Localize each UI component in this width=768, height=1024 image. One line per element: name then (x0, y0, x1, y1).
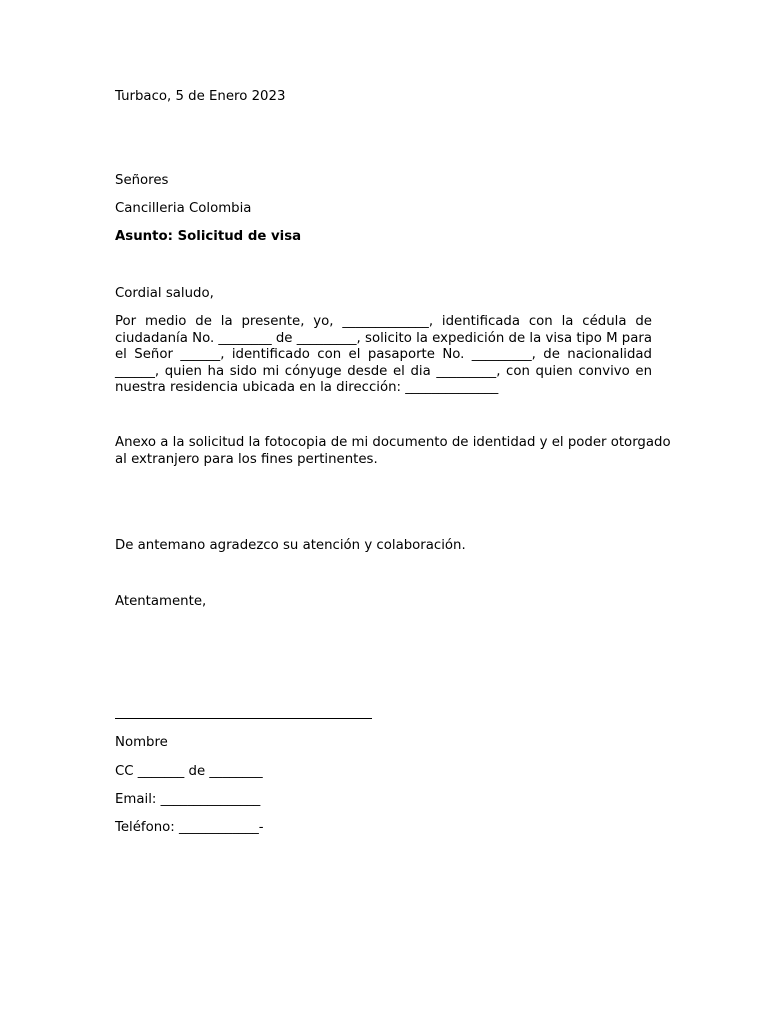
body-line: ciudadanía No. ________ de _________, solicito la expedición de la visa tipo M para (115, 330, 652, 346)
greeting: Cordial saludo, (115, 286, 214, 301)
signature-name: Nombre (115, 735, 168, 750)
signature-line (115, 718, 372, 719)
recipient-line-1: Señores (115, 173, 169, 188)
signature-phone: Teléfono: ____________- (115, 820, 264, 835)
recipient-line-2: Cancilleria Colombia (115, 201, 252, 216)
place-date: Turbaco, 5 de Enero 2023 (115, 89, 286, 104)
thanks-line: De antemano agradezco su atención y colaboración. (115, 538, 466, 553)
signature-cc: CC _______ de ________ (115, 764, 263, 779)
subject-line: Asunto: Solicitud de visa (115, 229, 302, 244)
body-line: nuestra residencia ubicada en la dirección: ______________ (115, 380, 499, 395)
annex-line: al extranjero para los fines pertinentes. (115, 451, 378, 467)
body-line: ______, quien ha sido mi cónyuge desde el dia _________, con quien convivo en (115, 363, 652, 379)
body-paragraph (115, 314, 652, 397)
signature-email: Email: _______________ (115, 792, 261, 807)
annex-paragraph (115, 435, 671, 468)
closing-line: Atentamente, (115, 594, 207, 609)
annex-line: Anexo a la solicitud la fotocopia de mi documento de identidad y el poder otorgado (115, 435, 671, 450)
body-line: Por medio de la presente, yo, _____________, identificada con la cédula de (115, 314, 652, 329)
body-line: el Señor ______, identificado con el pasaporte No. _________, de nacionalidad (115, 347, 652, 362)
